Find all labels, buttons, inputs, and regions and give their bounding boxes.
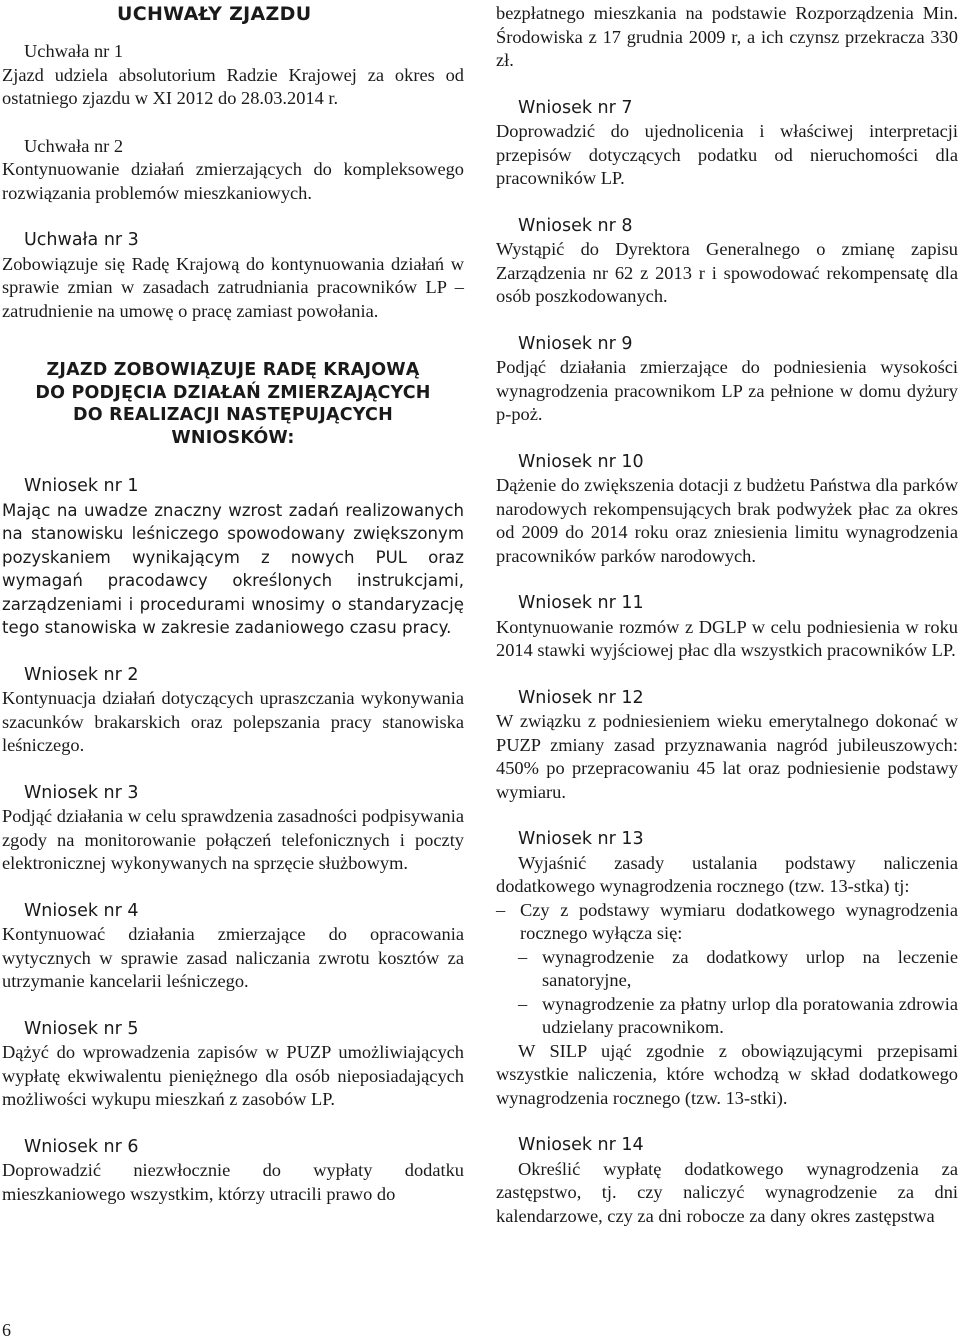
wniosek-13-item-1: – wynagrodzenie za dodatkowy urlop na leczenie sanatoryjne, xyxy=(496,946,958,993)
wniosek-8-text: Wystąpić do Dyrektora Generalnego o zmianę zapisu Zarządzenia nr 62 z 2013 r i spowodować rekompensatę dla osób poszkodowanych. xyxy=(496,239,958,306)
uchwala-2-heading: Uchwała nr 2 xyxy=(24,135,124,156)
right-column xyxy=(496,0,958,1228)
wniosek-13-question: – Czy z podstawy wymiaru dodatkowego wynagrodzenia rocznego wyłącza się: xyxy=(496,899,958,946)
uchwala-1-text: Zjazd udziela absolutorium Radzie Krajowej za okres od ostatniego zjazdu w XI 2012 do 28.03.2014 r. xyxy=(2,64,464,108)
wniosek-4-heading: Wniosek nr 4 xyxy=(24,900,139,921)
uchwala-3-heading: Uchwała nr 3 xyxy=(24,230,139,250)
wniosek-6-heading: Wniosek nr 6 xyxy=(24,1136,139,1157)
wniosek-8-heading: Wniosek nr 8 xyxy=(518,215,633,236)
uchwala-1-heading: Uchwała nr 1 xyxy=(24,41,124,61)
wniosek-1 xyxy=(2,475,464,640)
page-title: UCHWAŁY ZJAZDU xyxy=(117,3,312,25)
wniosek-13-sublist xyxy=(496,946,958,1040)
wniosek-12 xyxy=(496,687,958,805)
wniosek-7 xyxy=(496,97,958,191)
wniosek-1-heading: Wniosek nr 1 xyxy=(24,476,139,496)
section-title-line-4: WNIOSKÓW: xyxy=(171,427,295,448)
wniosek-1-text: Mając na uwadze znaczny wzrost zadań realizowanych na stanowisku leśniczego spowodowany zwiększonym pozyskaniem wynikającym z nowych PUL oraz wymagań pracodawcy określonych instrukcjami, zarządzeniami i procedurami wnosimy o standaryzację tego stanowiska w zakresie zadaniowego czasu pracy. xyxy=(2,500,464,637)
left-column xyxy=(2,0,464,1206)
section-title-line-1: ZJAZD ZOBOWIĄZUJE RADĘ KRAJOWĄ xyxy=(46,360,420,380)
uchwala-3 xyxy=(2,229,464,323)
page-number: 6 xyxy=(2,1320,11,1340)
wniosek-6 xyxy=(2,1136,464,1207)
section-title-line-2: DO PODJĘCIA DZIAŁAŃ ZMIERZAJĄCYCH xyxy=(35,382,431,403)
wniosek-13-heading: Wniosek nr 13 xyxy=(518,829,644,849)
wniosek-14 xyxy=(496,1134,958,1228)
wniosek-10-heading: Wniosek nr 10 xyxy=(518,451,644,472)
wniosek-12-text: W związku z podniesieniem wieku emerytalnego dokonać w PUZP zmiany zasad przyznawania nagród jubileuszowych: 450% po przepracowaniu 45 lat oraz podniesienie podstawy wymiaru. xyxy=(496,711,958,802)
wniosek-7-text: Doprowadzić do ujednolicenia i właściwej interpretacji przepisów dotyczących podatku od nieruchomości dla pracowników LP. xyxy=(496,121,958,188)
wniosek-5 xyxy=(2,1018,464,1112)
wniosek-9 xyxy=(496,333,958,427)
wniosek-10-text: Dążenie do zwiększenia dotacji z budżetu Państwa dla parków narodowych rekompensujących brak podwyżek płac za okres od 2009 do 2014 roku oraz zniesienia limitu wynagrodzenia pracowników parków narodowych. xyxy=(496,475,958,566)
wniosek-3-text: Podjąć działania w celu sprawdzenia zasadności podpisywania zgody na monitorowanie połączeń telefonicznych i poczty elektronicznej wykonywanych na sprzęcie służbowym. xyxy=(2,806,464,873)
wniosek-2-text: Kontynuacja działań dotyczących upraszczania wykonywania szacunków brakarskich oraz polepszania pracy stanowiska leśniczego. xyxy=(2,688,464,755)
wniosek-4 xyxy=(2,900,464,994)
wniosek-2 xyxy=(2,664,464,758)
wniosek-9-text: Podjąć działania zmierzające do podniesienia wysokości wynagrodzenia pracownikom LP za pełnione w domu dyżury p-poż. xyxy=(496,357,958,424)
wniosek-13-item-2: – wynagrodzenie za płatny urlop dla poratowania zdrowia udzielany pracownikom. xyxy=(496,993,958,1040)
uchwala-3-text: Zobowiązuje się Radę Krajową do kontynuowania działań w sprawie zmian w zasadach zatrudniania pracowników LP – zatrudnienie na umowę o pracę zamiast powołania. xyxy=(2,253,464,321)
wniosek-9-heading: Wniosek nr 9 xyxy=(518,333,633,354)
wniosek-13 xyxy=(496,828,958,1110)
wniosek-13-text: Wyjaśnić zasady ustalania podstawy naliczenia dodatkowego wynagrodzenia rocznego (tzw. 13-stka) tj: xyxy=(496,852,958,896)
wniosek-10 xyxy=(496,451,958,569)
wniosek-5-heading: Wniosek nr 5 xyxy=(24,1018,139,1039)
wniosek-4-text: Kontynuować działania zmierzające do opracowania wytycznych w sprawie zasad naliczania zwrotu kosztów za utrzymanie kancelarii leśniczego. xyxy=(2,924,464,991)
uchwala-1 xyxy=(2,40,464,111)
wniosek-13-list xyxy=(496,899,958,946)
section-title xyxy=(2,359,464,449)
uchwala-2 xyxy=(2,135,464,206)
wniosek-13-closing: W SILP ująć zgodnie z obowiązującymi przepisami wszystkie naliczenia, które wchodzą w skład dodatkowego wynagrodzenia rocznego (tzw. 13-stki). xyxy=(496,1040,958,1108)
wniosek-11-heading: Wniosek nr 11 xyxy=(518,593,644,613)
wniosek-12-heading: Wniosek nr 12 xyxy=(518,687,644,708)
continuation-text: bezpłatnego mieszkania na podstawie Rozporządzenia Min. Środowiska z 17 grudnia 2009 r, a ich czynsz przekracza 330 zł. xyxy=(496,3,958,70)
uchwala-2-text: Kontynuowanie działań zmierzających do kompleksowego rozwiązania problemów mieszkaniowych. xyxy=(2,159,464,203)
continuation-paragraph xyxy=(496,2,958,73)
wniosek-11-text: Kontynuowanie rozmów z DGLP w celu podniesienia w roku 2014 stawki wyjściowej płac dla wszystkich pracowników LP. xyxy=(496,616,958,660)
wniosek-7-heading: Wniosek nr 7 xyxy=(518,97,633,118)
wniosek-8 xyxy=(496,215,958,309)
wniosek-3-heading: Wniosek nr 3 xyxy=(24,782,139,803)
wniosek-14-heading: Wniosek nr 14 xyxy=(518,1135,644,1155)
wniosek-6-text: Doprowadzić niezwłocznie do wypłaty dodatku mieszkaniowego wszystkim, którzy utracili prawo do xyxy=(2,1160,464,1204)
section-title-line-3: DO REALIZACJI NASTĘPUJĄCYCH xyxy=(73,405,393,425)
wniosek-2-heading: Wniosek nr 2 xyxy=(24,664,139,685)
wniosek-5-text: Dążyć do wprowadzenia zapisów w PUZP umożliwiających wypłatę ekwiwalentu pieniężnego dla osób nieposiadających możliwości wykupu mieszkań z zasobów LP. xyxy=(2,1042,464,1109)
wniosek-14-text: Określić wypłatę dodatkowego wynagrodzenia za zastępstwo, tj. czy naliczyć wynagrodzenie za dni kalendarzowe, czy za dni robocze za dany okres zastępstwa xyxy=(496,1158,958,1226)
wniosek-3 xyxy=(2,782,464,876)
wniosek-11 xyxy=(496,592,958,663)
